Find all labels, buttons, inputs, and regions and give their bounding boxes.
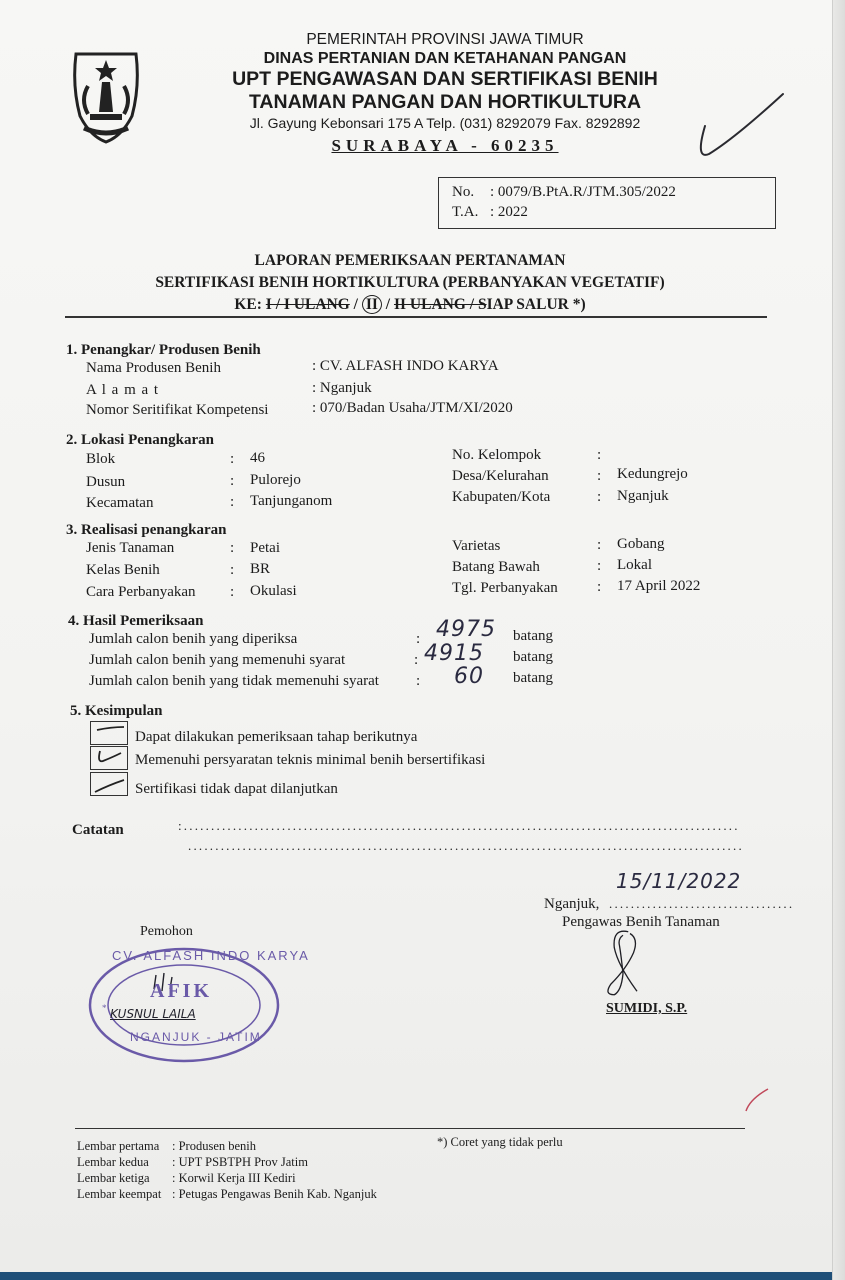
colon: : [230, 540, 235, 556]
section2-heading: 2. Lokasi Penangkaran [66, 432, 214, 448]
qualified-value: 4915 [424, 641, 484, 666]
colon: : [230, 562, 235, 578]
conclusion-option-1: Dapat dilakukan pemeriksaan tahap berikutnya [135, 729, 418, 745]
colon: : [230, 473, 235, 489]
cara-perbanyakan-value: Okulasi [250, 583, 297, 599]
kabupaten-value: Nganjuk [617, 488, 669, 504]
qualified-label: Jumlah calon benih yang memenuhi syarat [89, 652, 346, 668]
tgl-perbanyakan-value: 17 April 2022 [617, 578, 701, 594]
kecamatan-label: Kecamatan [86, 495, 154, 511]
colon: : [230, 584, 235, 600]
title-line3 [100, 294, 720, 316]
conclusion-checkbox-1[interactable] [90, 721, 128, 745]
signature-role: Pengawas Benih Tanaman [562, 914, 720, 930]
jenis-tanaman-value: Petai [250, 540, 280, 556]
conclusion-option-2: Memenuhi persyaratan teknis minimal benih bersertifikasi [135, 752, 486, 768]
unqualified-label: Jumlah calon benih yang tidak memenuhi syarat [89, 673, 379, 689]
varietas-value: Gobang [617, 536, 665, 552]
batang-bawah-label: Batang Bawah [452, 559, 540, 575]
copy-2-value: : UPT PSBTPH Prov Jatim [172, 1155, 308, 1169]
date-dotted-line: .................................. [609, 896, 795, 911]
letterhead-city: SURABAYA - 60235 [331, 136, 559, 155]
address-label: A l a m a t [86, 382, 160, 398]
varietas-label: Varietas [452, 538, 501, 554]
east-java-coat-of-arms-icon [66, 46, 146, 146]
copy-4-label: Lembar keempat [77, 1187, 162, 1201]
letterhead-line3: UPT PENGAWASAN DAN SERTIFIKASI BENIH [232, 68, 658, 90]
notes-line-1: :...................................................................................................... [178, 818, 740, 833]
kelas-benih-label: Kelas Benih [86, 562, 160, 578]
copy-1-value: : Produsen benih [172, 1139, 257, 1153]
copy-2-label: Lembar kedua [77, 1155, 149, 1169]
copy-4-value: : Petugas Pengawas Benih Kab. Nganjuk [172, 1187, 377, 1201]
batang-bawah-value: Lokal [617, 557, 652, 573]
title-line3-suffix: IAP SALUR *) [486, 296, 586, 313]
separator: / [349, 296, 362, 313]
colon: : [597, 579, 602, 595]
section3-heading: 3. Realisasi penangkaran [66, 522, 227, 538]
letterhead [210, 30, 680, 159]
desa-value: Kedungrejo [617, 466, 688, 482]
inspector-name: SUMIDI, S.P. [606, 1001, 688, 1016]
copy-3-value: : Korwil Kerja III Kediri [172, 1171, 296, 1185]
producer-name-value: : CV. ALFASH INDO KARYA [312, 358, 499, 374]
dash-mark-icon [91, 722, 127, 744]
separator: / [381, 296, 394, 313]
section4-heading: 4. Hasil Pemeriksaan [68, 613, 204, 629]
inspector-signature-icon [590, 930, 670, 1000]
jenis-tanaman-label: Jenis Tanaman [86, 540, 175, 556]
certificate-number-value: : 070/Badan Usaha/JTM/XI/2020 [312, 400, 513, 416]
applicant-label: Pemohon [140, 924, 193, 939]
handwritten-check-icon [695, 88, 795, 168]
cara-perbanyakan-label: Cara Perbanyakan [86, 584, 196, 600]
colon: : [597, 489, 602, 505]
dusun-label: Dusun [86, 474, 126, 490]
colon: : [597, 447, 602, 463]
title-line1: LAPORAN PEMERIKSAAN PERTANAMAN [254, 252, 566, 269]
colon: : [416, 631, 421, 647]
section1-heading: 1. Penangkar/ Produsen Benih [66, 342, 261, 358]
circled-option: II [362, 295, 382, 314]
letterhead-line2: DINAS PERTANIAN DAN KETAHANAN PANGAN [263, 50, 627, 67]
reference-no-value: : 0079/B.PtA.R/JTM.305/2022 [490, 184, 676, 200]
colon: : [230, 451, 235, 467]
kelas-benih-value: BR [250, 561, 271, 577]
letterhead-address: Jl. Gayung Kebonsari 175 A Telp. (031) 8292079 Fax. 8292892 [249, 115, 641, 131]
inspected-value: 4975 [436, 617, 496, 642]
kecamatan-value: Tanjunganom [250, 493, 333, 509]
svg-text:*: * [102, 1003, 107, 1013]
stamp-text-top: CV. ALFASH INDO KARYA [112, 948, 310, 963]
copy-3-label: Lembar ketiga [77, 1171, 150, 1185]
conclusion-option-3: Sertifikasi tidak dapat dilanjutkan [135, 781, 338, 797]
inspected-label: Jumlah calon benih yang diperiksa [89, 631, 298, 647]
notes-line-2: ...................................................................................................... [188, 838, 744, 853]
certificate-number-label: Nomor Seritifikat Kompetensi [86, 402, 269, 418]
colon: : [416, 673, 421, 689]
conclusion-checkbox-2[interactable] [90, 746, 128, 770]
kelompok-label: No. Kelompok [452, 447, 542, 463]
stamp-text-bottom: NGANJUK - JATIM [130, 1030, 262, 1044]
letterhead-line1: PEMERINTAH PROVINSI JAWA TIMUR [306, 31, 584, 48]
signature-date: 15/11/2022 [616, 869, 742, 893]
struck-option-1: I / I ULANG [265, 296, 350, 313]
company-stamp-icon [84, 945, 284, 1065]
title-line2: SERTIFIKASI BENIH HORTIKULTURA (PERBANYAKAN VEGETATIF) [155, 274, 665, 291]
reference-ta-value: : 2022 [490, 204, 528, 220]
blok-label: Blok [86, 451, 116, 467]
conclusion-checkbox-3[interactable] [90, 772, 128, 796]
dusun-value: Pulorejo [250, 472, 301, 488]
divider [65, 316, 767, 318]
struck-option-2: II ULANG / S [393, 296, 487, 313]
kabupaten-label: Kabupaten/Kota [452, 489, 551, 505]
unqualified-value: 60 [454, 664, 484, 689]
colon: : [597, 558, 602, 574]
colon: : [597, 468, 602, 484]
check-mark-icon [91, 747, 127, 769]
address-value: : Nganjuk [312, 380, 372, 396]
inspected-unit: batang [513, 628, 553, 644]
stamp-text-center: AFIK [150, 980, 212, 1002]
colon: : [414, 652, 419, 668]
notes-label: Catatan [72, 822, 124, 838]
signature-place: Nganjuk, [544, 896, 600, 912]
red-tick-icon [742, 1085, 772, 1115]
producer-name-label: Nama Produsen Benih [86, 360, 221, 376]
tgl-perbanyakan-label: Tgl. Perbanyakan [452, 580, 558, 596]
footer-divider [75, 1128, 745, 1129]
copy-1-label: Lembar pertama [77, 1139, 160, 1153]
footer-note: *) Coret yang tidak perlu [437, 1135, 563, 1149]
letterhead-line4: TANAMAN PANGAN DAN HORTIKULTURA [248, 91, 642, 113]
reference-box [438, 177, 776, 229]
slash-mark-icon [91, 773, 127, 795]
reference-ta-label: T.A. [452, 204, 479, 220]
paper-edge [832, 0, 845, 1280]
desa-label: Desa/Kelurahan [452, 468, 549, 484]
applicant-signature: KUSNUL LAILA [110, 1007, 196, 1021]
section5-heading: 5. Kesimpulan [70, 703, 163, 719]
unqualified-unit: batang [513, 670, 553, 686]
blok-value: 46 [250, 450, 265, 466]
colon: : [230, 494, 235, 510]
colon: : [597, 537, 602, 553]
reference-no-label: No. [452, 184, 475, 200]
qualified-unit: batang [513, 649, 553, 665]
title-line3-prefix: KE: [234, 296, 266, 313]
report-title [100, 250, 720, 316]
